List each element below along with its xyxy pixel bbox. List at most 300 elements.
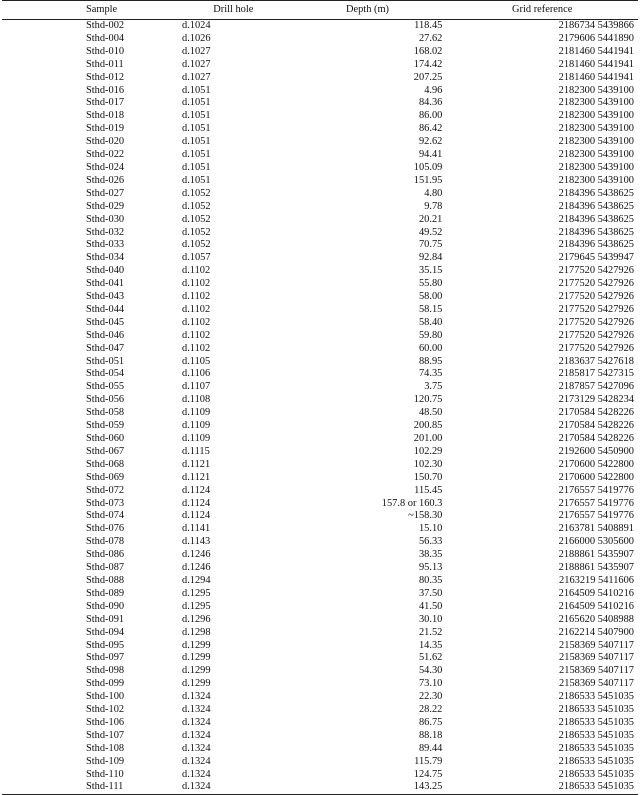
cell-sample: Sthd-044 xyxy=(86,303,125,315)
cell-drill-hole: d.1324 xyxy=(182,729,211,741)
cell-grid-reference: 2177520 5427926 xyxy=(558,303,634,315)
cell-grid-reference: 2163219 5411606 xyxy=(559,574,634,586)
table-row xyxy=(2,291,638,304)
cell-drill-hole: d.1051 xyxy=(182,149,211,161)
cell-sample: Sthd-054 xyxy=(86,368,125,380)
cell-drill-hole: d.1141 xyxy=(182,523,211,535)
cell-depth: 22.30 xyxy=(418,691,443,703)
cell-sample: Sthd-022 xyxy=(86,149,125,161)
cell-sample: Sthd-098 xyxy=(86,665,125,677)
cell-drill-hole: d.1024 xyxy=(182,20,211,31)
cell-drill-hole: d.1121 xyxy=(182,458,211,470)
cell-drill-hole: d.1051 xyxy=(182,84,211,96)
cell-depth: 124.75 xyxy=(413,768,443,780)
cell-drill-hole: d.1143 xyxy=(182,536,211,548)
cell-sample: Sthd-074 xyxy=(86,510,125,522)
table-row xyxy=(2,330,638,343)
cell-grid-reference: 2186533 5451035 xyxy=(558,691,634,703)
cell-sample: Sthd-100 xyxy=(86,691,125,703)
cell-drill-hole: d.1102 xyxy=(182,278,211,290)
cell-grid-reference: 2158369 5407117 xyxy=(559,652,634,664)
cell-grid-reference: 2182300 5439100 xyxy=(558,136,634,148)
cell-drill-hole: d.1027 xyxy=(182,45,211,57)
cell-depth: 92.62 xyxy=(418,136,443,148)
cell-drill-hole: d.1109 xyxy=(182,420,211,432)
cell-depth: 92.84 xyxy=(418,252,443,264)
cell-drill-hole: d.1299 xyxy=(182,665,211,677)
cell-drill-hole: d.1051 xyxy=(182,110,211,122)
table-row xyxy=(2,356,638,369)
table-row xyxy=(2,575,638,588)
cell-sample: Sthd-091 xyxy=(86,613,125,625)
cell-grid-reference: 2183637 5427618 xyxy=(558,355,634,367)
cell-sample: Sthd-026 xyxy=(86,174,125,186)
cell-grid-reference: 2192600 5450900 xyxy=(558,445,634,457)
cell-depth: 150.70 xyxy=(413,471,443,483)
table-row xyxy=(2,72,638,85)
cell-grid-reference: 2176557 5419776 xyxy=(558,510,634,522)
cell-depth: 115.79 xyxy=(414,755,443,767)
cell-depth: ~158.30 xyxy=(408,510,443,522)
table-row xyxy=(2,601,638,614)
cell-depth: 27.62 xyxy=(418,32,443,44)
header-grid-reference: Grid reference xyxy=(446,1,638,20)
cell-grid-reference: 2177520 5427926 xyxy=(558,278,634,290)
cell-sample: Sthd-060 xyxy=(86,433,125,444)
header-sample: Sample xyxy=(2,1,178,20)
cell-grid-reference: 2184396 5438625 xyxy=(558,213,634,225)
cell-depth: 58.00 xyxy=(418,291,443,303)
cell-sample: Sthd-068 xyxy=(86,458,125,470)
table-row xyxy=(2,343,638,356)
cell-drill-hole: d.1324 xyxy=(182,716,211,728)
table-header xyxy=(2,1,638,20)
cell-grid-reference: 2186734 5439866 xyxy=(558,20,634,31)
cell-sample: Sthd-033 xyxy=(86,239,125,251)
cell-drill-hole: d.1324 xyxy=(182,742,211,754)
cell-grid-reference: 2176557 5419776 xyxy=(558,497,634,509)
cell-sample: Sthd-097 xyxy=(86,652,125,664)
cell-grid-reference: 2164509 5410216 xyxy=(558,587,634,599)
cell-grid-reference: 2186533 5451035 xyxy=(558,742,634,754)
table-row xyxy=(2,536,638,549)
cell-sample: Sthd-095 xyxy=(86,639,125,651)
cell-sample: Sthd-018 xyxy=(86,110,125,122)
cell-sample: Sthd-099 xyxy=(86,678,125,690)
cell-drill-hole: d.1299 xyxy=(182,652,211,664)
cell-depth: 120.75 xyxy=(413,394,443,406)
cell-sample: Sthd-051 xyxy=(86,355,125,367)
table-row xyxy=(2,252,638,265)
cell-sample: Sthd-094 xyxy=(86,626,125,638)
table-row xyxy=(2,523,638,536)
table-row xyxy=(2,85,638,98)
cell-drill-hole: d.1052 xyxy=(182,187,211,199)
cell-sample: Sthd-086 xyxy=(86,549,125,561)
cell-grid-reference: 2170600 5422800 xyxy=(558,471,634,483)
table-row xyxy=(2,278,638,291)
cell-grid-reference: 2158369 5407117 xyxy=(559,639,634,651)
cell-depth: 201.00 xyxy=(413,433,443,444)
cell-drill-hole: d.1107 xyxy=(182,381,211,393)
cell-depth: 74.35 xyxy=(418,368,443,380)
cell-sample: Sthd-010 xyxy=(86,45,125,57)
table-row xyxy=(2,33,638,46)
table-row xyxy=(2,368,638,381)
cell-grid-reference: 2170584 5428226 xyxy=(558,433,634,444)
cell-depth: 168.02 xyxy=(413,45,443,57)
table-row xyxy=(2,175,638,188)
cell-grid-reference: 2177520 5427926 xyxy=(558,291,634,303)
cell-drill-hole: d.1298 xyxy=(182,626,211,638)
table-row xyxy=(2,640,638,653)
cell-depth: 48.50 xyxy=(418,407,443,419)
cell-sample: Sthd-089 xyxy=(86,587,125,599)
cell-sample: Sthd-059 xyxy=(86,420,125,432)
cell-depth: 4.96 xyxy=(424,84,443,96)
cell-sample: Sthd-041 xyxy=(86,278,125,290)
cell-drill-hole: d.1102 xyxy=(182,329,211,341)
cell-sample: Sthd-034 xyxy=(86,252,125,264)
cell-depth: 102.30 xyxy=(413,458,443,470)
table-row xyxy=(2,510,638,523)
cell-drill-hole: d.1324 xyxy=(182,704,211,716)
cell-grid-reference: 2184396 5438625 xyxy=(558,226,634,238)
cell-depth: 84.36 xyxy=(418,97,443,109)
table-row xyxy=(2,188,638,201)
cell-grid-reference: 2173129 5428234 xyxy=(558,394,634,406)
header-row xyxy=(2,1,638,20)
cell-drill-hole: d.1324 xyxy=(182,755,211,767)
cell-depth: 3.75 xyxy=(424,381,443,393)
table-row xyxy=(2,691,638,704)
cell-depth: 86.75 xyxy=(418,716,443,728)
cell-grid-reference: 2186533 5451035 xyxy=(558,755,634,767)
table-row xyxy=(2,317,638,330)
table-row xyxy=(2,97,638,110)
cell-drill-hole: d.1246 xyxy=(182,549,211,561)
cell-depth: 21.52 xyxy=(418,626,443,638)
cell-depth: 88.95 xyxy=(418,355,443,367)
cell-depth: 49.52 xyxy=(418,226,443,238)
cell-grid-reference: 2179606 5441890 xyxy=(558,32,634,44)
cell-drill-hole: d.1026 xyxy=(182,32,211,44)
cell-grid-reference: 2186533 5451035 xyxy=(558,768,634,780)
cell-sample: Sthd-032 xyxy=(86,226,125,238)
cell-depth: 105.09 xyxy=(413,161,443,173)
cell-grid-reference: 2177520 5427926 xyxy=(558,265,634,277)
table-row xyxy=(2,381,638,394)
cell-depth: 4.80 xyxy=(424,187,443,199)
cell-drill-hole: d.1027 xyxy=(182,71,211,83)
cell-drill-hole: d.1105 xyxy=(182,355,211,367)
cell-grid-reference: 2181460 5441941 xyxy=(558,71,634,83)
cell-grid-reference: 2158369 5407117 xyxy=(559,678,634,690)
cell-depth: 58.40 xyxy=(418,316,443,328)
cell-sample: Sthd-109 xyxy=(86,755,125,767)
table-row xyxy=(2,459,638,472)
cell-drill-hole: d.1102 xyxy=(182,291,211,303)
table-row xyxy=(2,227,638,240)
cell-sample: Sthd-078 xyxy=(86,536,125,548)
cell-grid-reference: 2162214 5407900 xyxy=(558,626,634,638)
cell-drill-hole: d.1295 xyxy=(182,587,211,599)
cell-grid-reference: 2181460 5441941 xyxy=(558,58,634,70)
cell-drill-hole: d.1051 xyxy=(182,161,211,173)
cell-grid-reference: 2179645 5439947 xyxy=(558,252,634,264)
cell-sample: Sthd-090 xyxy=(86,600,125,612)
cell-sample: Sthd-073 xyxy=(86,497,125,509)
table-row xyxy=(2,162,638,175)
cell-grid-reference: 2188861 5435907 xyxy=(558,549,634,561)
table-row xyxy=(2,420,638,433)
table-row xyxy=(2,614,638,627)
cell-grid-reference: 2182300 5439100 xyxy=(558,161,634,173)
table-row xyxy=(2,265,638,278)
table-row xyxy=(2,149,638,162)
cell-grid-reference: 2177520 5427926 xyxy=(558,329,634,341)
cell-drill-hole: d.1124 xyxy=(182,497,211,509)
table-row xyxy=(2,678,638,691)
table-row xyxy=(2,394,638,407)
cell-grid-reference: 2182300 5439100 xyxy=(558,84,634,96)
cell-sample: Sthd-047 xyxy=(86,342,125,354)
table-row xyxy=(2,756,638,769)
table-row xyxy=(2,485,638,498)
table-row xyxy=(2,59,638,72)
cell-depth: 174.42 xyxy=(413,58,443,70)
cell-depth: 80.35 xyxy=(418,574,443,586)
cell-depth: 86.00 xyxy=(418,110,443,122)
cell-drill-hole: d.1299 xyxy=(182,678,211,690)
cell-sample: Sthd-004 xyxy=(86,32,125,44)
cell-drill-hole: d.1051 xyxy=(182,174,211,186)
cell-drill-hole: d.1294 xyxy=(182,574,211,586)
cell-depth: 15.10 xyxy=(418,523,443,535)
cell-depth: 102.29 xyxy=(413,445,443,457)
cell-grid-reference: 2184396 5438625 xyxy=(558,200,634,212)
cell-depth: 207.25 xyxy=(413,71,443,83)
cell-depth: 70.75 xyxy=(418,239,443,251)
cell-depth: 14.35 xyxy=(418,639,443,651)
cell-sample: Sthd-046 xyxy=(86,329,125,341)
cell-sample: Sthd-107 xyxy=(86,729,125,741)
table-row xyxy=(2,46,638,59)
cell-sample: Sthd-017 xyxy=(86,97,125,109)
cell-drill-hole: d.1324 xyxy=(178,781,289,794)
cell-sample: Sthd-102 xyxy=(86,704,125,716)
cell-drill-hole: d.1246 xyxy=(182,562,211,574)
cell-sample: Sthd-055 xyxy=(86,381,125,393)
cell-sample: Sthd-024 xyxy=(86,161,125,173)
cell-depth: 38.35 xyxy=(418,549,443,561)
cell-grid-reference: 2170584 5428226 xyxy=(558,420,634,432)
table-row xyxy=(2,136,638,149)
cell-grid-reference: 2182300 5439100 xyxy=(558,123,634,135)
table-body xyxy=(2,20,638,795)
table-row xyxy=(2,214,638,227)
table-row xyxy=(2,407,638,420)
cell-depth: 20.21 xyxy=(418,213,443,225)
cell-depth: 73.10 xyxy=(418,678,443,690)
cell-grid-reference: 2170584 5428226 xyxy=(558,407,634,419)
cell-drill-hole: d.1102 xyxy=(182,303,211,315)
cell-depth: 9.78 xyxy=(424,200,443,212)
cell-grid-reference: 2186533 5451035 xyxy=(558,704,634,716)
cell-drill-hole: d.1124 xyxy=(182,510,211,522)
cell-drill-hole: d.1124 xyxy=(182,484,211,496)
cell-drill-hole: d.1027 xyxy=(182,58,211,70)
cell-sample: Sthd-072 xyxy=(86,484,125,496)
cell-sample: Sthd-058 xyxy=(86,407,125,419)
cell-drill-hole: d.1324 xyxy=(182,768,211,780)
table-row xyxy=(2,588,638,601)
table-row xyxy=(2,433,638,446)
cell-grid-reference: 2164509 5410216 xyxy=(558,600,634,612)
cell-drill-hole: d.1102 xyxy=(182,316,211,328)
header-drill-hole: Drill hole xyxy=(178,1,289,20)
cell-drill-hole: d.1299 xyxy=(182,639,211,651)
cell-drill-hole: d.1052 xyxy=(182,213,211,225)
table-row xyxy=(2,717,638,730)
cell-sample: Sthd-012 xyxy=(86,71,125,83)
cell-drill-hole: d.1109 xyxy=(182,407,211,419)
cell-depth: 54.30 xyxy=(418,665,443,677)
cell-grid-reference: 2188861 5435907 xyxy=(558,562,634,574)
cell-grid-reference: 2182300 5439100 xyxy=(558,110,634,122)
cell-grid-reference: 2184396 5438625 xyxy=(558,187,634,199)
cell-grid-reference: 2185817 5427315 xyxy=(558,368,634,380)
cell-drill-hole: d.1102 xyxy=(182,342,211,354)
cell-depth: 94.41 xyxy=(418,149,443,161)
table-row xyxy=(2,704,638,717)
cell-drill-hole: d.1115 xyxy=(182,445,210,457)
cell-depth: 30.10 xyxy=(418,613,443,625)
cell-sample: Sthd-067 xyxy=(86,445,125,457)
cell-depth: 115.45 xyxy=(414,484,443,496)
cell-drill-hole: d.1051 xyxy=(182,136,211,148)
cell-grid-reference: 2187857 5427096 xyxy=(558,381,634,393)
cell-depth: 37.50 xyxy=(418,587,443,599)
table-row xyxy=(2,110,638,123)
table-row xyxy=(2,769,638,782)
cell-sample: Sthd-108 xyxy=(86,742,125,754)
cell-drill-hole: d.1051 xyxy=(182,123,211,135)
cell-depth: 35.15 xyxy=(418,265,443,277)
table-row xyxy=(2,652,638,665)
table-row xyxy=(2,239,638,252)
header-depth: Depth (m) xyxy=(289,1,447,20)
cell-depth: 28.22 xyxy=(418,704,443,716)
cell-depth: 95.13 xyxy=(418,562,443,574)
cell-sample: Sthd-076 xyxy=(86,523,125,535)
table-row xyxy=(2,201,638,214)
cell-grid-reference: 2182300 5439100 xyxy=(558,174,634,186)
cell-depth: 58.15 xyxy=(418,303,443,315)
table-row xyxy=(2,781,638,794)
cell-grid-reference: 2186533 5451035 xyxy=(558,716,634,728)
table-row xyxy=(2,730,638,743)
cell-depth: 89.44 xyxy=(418,742,443,754)
table-row xyxy=(2,562,638,575)
cell-grid-reference: 2176557 5419776 xyxy=(558,484,634,496)
cell-grid-reference: 2186533 5451035 xyxy=(446,781,638,794)
cell-sample: Sthd-027 xyxy=(86,187,125,199)
table-row xyxy=(2,627,638,640)
cell-grid-reference: 2186533 5451035 xyxy=(558,729,634,741)
cell-drill-hole: d.1106 xyxy=(182,368,211,380)
cell-sample: Sthd-011 xyxy=(86,58,124,70)
cell-grid-reference: 2166000 5305600 xyxy=(558,536,634,548)
cell-drill-hole: d.1324 xyxy=(182,691,211,703)
cell-drill-hole: d.1051 xyxy=(182,97,211,109)
cell-depth: 157.8 or 160.3 xyxy=(381,497,443,509)
cell-grid-reference: 2163781 5408891 xyxy=(558,523,634,535)
table-row xyxy=(2,743,638,756)
cell-depth: 118.45 xyxy=(414,20,443,31)
table-row xyxy=(2,472,638,485)
cell-drill-hole: d.1057 xyxy=(182,252,211,264)
cell-grid-reference: 2170600 5422800 xyxy=(558,458,634,470)
cell-depth: 88.18 xyxy=(418,729,443,741)
samples-table xyxy=(2,0,638,795)
table-row xyxy=(2,446,638,459)
cell-drill-hole: d.1109 xyxy=(182,433,211,444)
table-row xyxy=(2,123,638,136)
cell-sample: Sthd-056 xyxy=(86,394,125,406)
table-row xyxy=(2,304,638,317)
cell-drill-hole: d.1296 xyxy=(182,613,211,625)
cell-grid-reference: 2165620 5408988 xyxy=(558,613,634,625)
cell-sample: Sthd-110 xyxy=(86,768,124,780)
cell-sample: Sthd-040 xyxy=(86,265,125,277)
cell-drill-hole: d.1121 xyxy=(182,471,211,483)
cell-drill-hole: d.1102 xyxy=(182,265,211,277)
cell-depth: 151.95 xyxy=(413,174,443,186)
cell-grid-reference: 2182300 5439100 xyxy=(558,149,634,161)
cell-grid-reference: 2177520 5427926 xyxy=(558,342,634,354)
cell-drill-hole: d.1052 xyxy=(182,200,211,212)
table-row xyxy=(2,549,638,562)
cell-sample: Sthd-030 xyxy=(86,213,125,225)
cell-sample: Sthd-020 xyxy=(86,136,125,148)
cell-sample: Sthd-029 xyxy=(86,200,125,212)
cell-sample: Sthd-111 xyxy=(2,781,178,794)
cell-grid-reference: 2184396 5438625 xyxy=(558,239,634,251)
cell-depth: 59.80 xyxy=(418,329,443,341)
cell-depth: 86.42 xyxy=(418,123,443,135)
cell-grid-reference: 2177520 5427926 xyxy=(558,316,634,328)
cell-depth: 51.62 xyxy=(418,652,443,664)
cell-sample: Sthd-069 xyxy=(86,471,125,483)
cell-sample: Sthd-087 xyxy=(86,562,125,574)
cell-drill-hole: d.1052 xyxy=(182,239,211,251)
table-row xyxy=(2,665,638,678)
cell-grid-reference: 2182300 5439100 xyxy=(558,97,634,109)
cell-sample: Sthd-088 xyxy=(86,574,125,586)
cell-depth: 55.80 xyxy=(418,278,443,290)
cell-drill-hole: d.1052 xyxy=(182,226,211,238)
cell-sample: Sthd-043 xyxy=(86,291,125,303)
cell-depth: 200.85 xyxy=(413,420,443,432)
table-row xyxy=(2,498,638,511)
cell-depth: 60.00 xyxy=(418,342,443,354)
cell-grid-reference: 2181460 5441941 xyxy=(558,45,634,57)
table-row xyxy=(2,20,638,33)
cell-sample: Sthd-019 xyxy=(86,123,125,135)
cell-sample: Sthd-106 xyxy=(86,716,125,728)
cell-sample: Sthd-002 xyxy=(86,20,125,31)
